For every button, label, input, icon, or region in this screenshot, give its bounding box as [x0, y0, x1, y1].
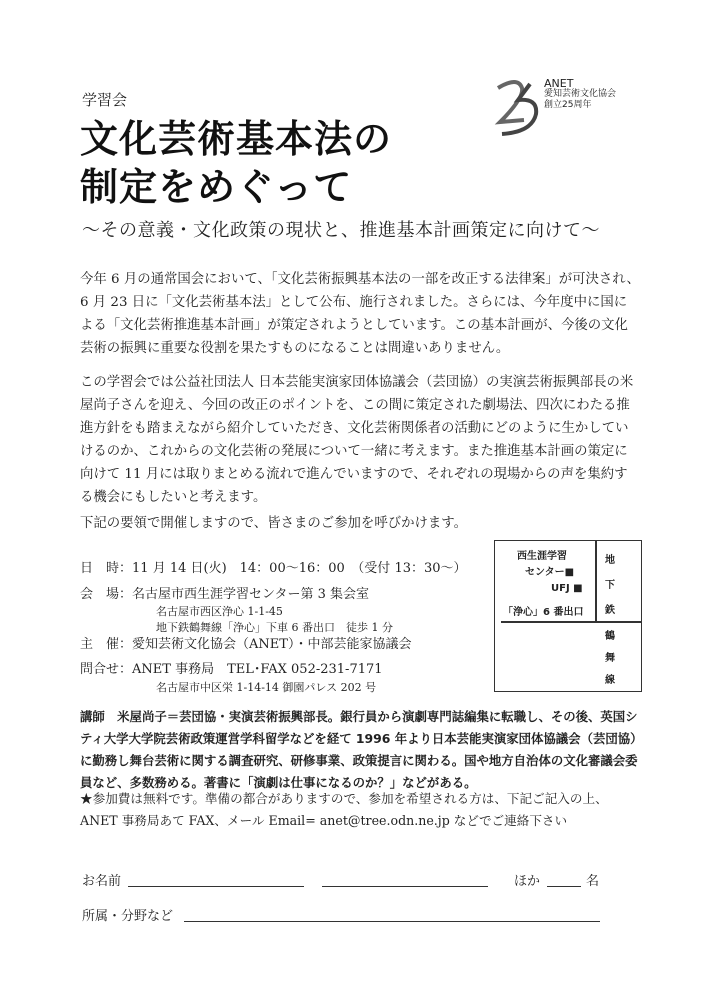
map-exit: 「浄心」6 番出口 [503, 607, 584, 618]
participation-note: ★参加費は無料です。準備の都合がありますので、参加を希望される方は、下記ご記入の上、ANET 事務局あて FAX、メール Email= anet@tree.odn.ne.jp などでご連絡下さい [80, 791, 608, 828]
venue-access: 地下鉄鶴舞線「浄心」下車 6 番出口 徒歩 1 分 [156, 621, 393, 634]
map-center-line2: センター■ [525, 567, 575, 578]
host-label: 主 催： [80, 637, 133, 652]
venue-value: 名古屋市西生涯学習センター第 3 集会室 [132, 587, 370, 602]
logo-name: ANET [544, 77, 574, 90]
intro-paragraph: 今年 6 月の通常国会において、「文化芸術振興基本法の一部を改正する法律案」が可決され、6 月 23 日に「文化芸術基本法」として公布、施行されました。さらには、今年度中に国による「文化芸術推進基本計画」が策定されようとしています。この基本計画が、今後の文化芸術の振興に重要な役割を果たすものになることは間違いありません。 [80, 272, 640, 356]
contact-row [80, 658, 383, 677]
logo-anniversary: 創立25周年 [544, 100, 592, 110]
speaker-profile: 講師 米屋尚子＝芸団協・実演芸術振興部長。銀行員から演劇専門誌編集に転職し、その後、英国シティ大学大学院芸術政策運営学科留学などを経て 1996 年より日本芸能実演家団体協議会（芸団協）に勤務し舞台芸術に関する調査研究、研修事業、政策提言に関わる。国や地方自治体の文化審議会委員など、多数務める。著書に「演劇は仕事になるのか？」などがある。 [80, 709, 638, 790]
overview-paragraph: この学習会では公益社団法人 日本芸能実演家団体協議会（芸団協）の実演芸術振興部長の米屋尚子さんを迎え、今回の改正のポイントを、この間に策定された劇場法、四次にわたる推進方針をも踏まえながら紹介していただき、文化芸術関係者の活動にどのように生かしていけるのか、これからの文化芸術の発展について一緒に考えます。また推進基本計画の策定に向けて 11 月には取りまとめる流れで進んでいますので、それぞれの現場からの声を集約する機会にもしたいと考えます。 [80, 375, 634, 505]
venue-address: 名古屋市西区浄心 1-1-45 [156, 605, 283, 618]
map-subway-char1: 地 [605, 555, 615, 566]
map-subway-line [595, 541, 597, 621]
map-center-line1: 西生涯学習 [517, 551, 567, 562]
anniversary-emblem-icon [488, 70, 548, 140]
map-subway-char2: 下 [605, 580, 615, 591]
contact-label: 問合せ： [80, 662, 133, 677]
date-row [80, 557, 467, 576]
map-line-char3: 線 [605, 675, 615, 686]
page-subtitle: ～その意義・文化政策の現状と、推進基本計画策定に向けて～ [82, 220, 600, 241]
host-row [80, 633, 411, 652]
map-line-char2: 舞 [605, 653, 615, 664]
map-line-char1: 鶴 [605, 631, 615, 642]
anet-logo [488, 70, 638, 140]
date-value: 11 月 14 日(火) 14：00～16：00 （受付 13：30～） [132, 561, 467, 576]
event-kicker: 学習会 [82, 91, 128, 109]
venue-row [80, 583, 369, 602]
invitation-paragraph: 下記の要領で開催しますので、皆さまのご参加を呼びかけます。 [80, 516, 467, 531]
logo-org: 愛知芸術文化協会 [544, 89, 617, 99]
venue-label: 会 場： [80, 587, 133, 602]
others-unit: 名 [586, 874, 600, 889]
name-field-line-1[interactable] [128, 886, 304, 887]
page-title-line1: 文化芸術基本法の [80, 117, 393, 161]
date-label: 日 時： [80, 561, 133, 576]
others-count-field[interactable] [547, 886, 581, 887]
access-map [494, 540, 642, 692]
map-street [501, 621, 641, 623]
others-label: ほか [514, 874, 541, 889]
name-field-line-2[interactable] [322, 886, 488, 887]
affiliation-label: 所属・分野など [82, 909, 174, 924]
contact-address: 名古屋市中区栄 1-14-14 御園パレス 202 号 [156, 681, 377, 694]
affiliation-field[interactable] [184, 921, 600, 922]
map-ufj: UFJ ■ [551, 583, 583, 594]
contact-value: ANET 事務局 TEL･FAX 052-231-7171 [132, 662, 383, 677]
map-subway-char3: 鉄 [605, 605, 615, 616]
host-value: 愛知芸術文化協会（ANET）・中部芸能家協議会 [132, 637, 412, 652]
page-title-line2: 制定をめぐって [80, 165, 353, 209]
name-field-label: お名前 [82, 874, 122, 889]
